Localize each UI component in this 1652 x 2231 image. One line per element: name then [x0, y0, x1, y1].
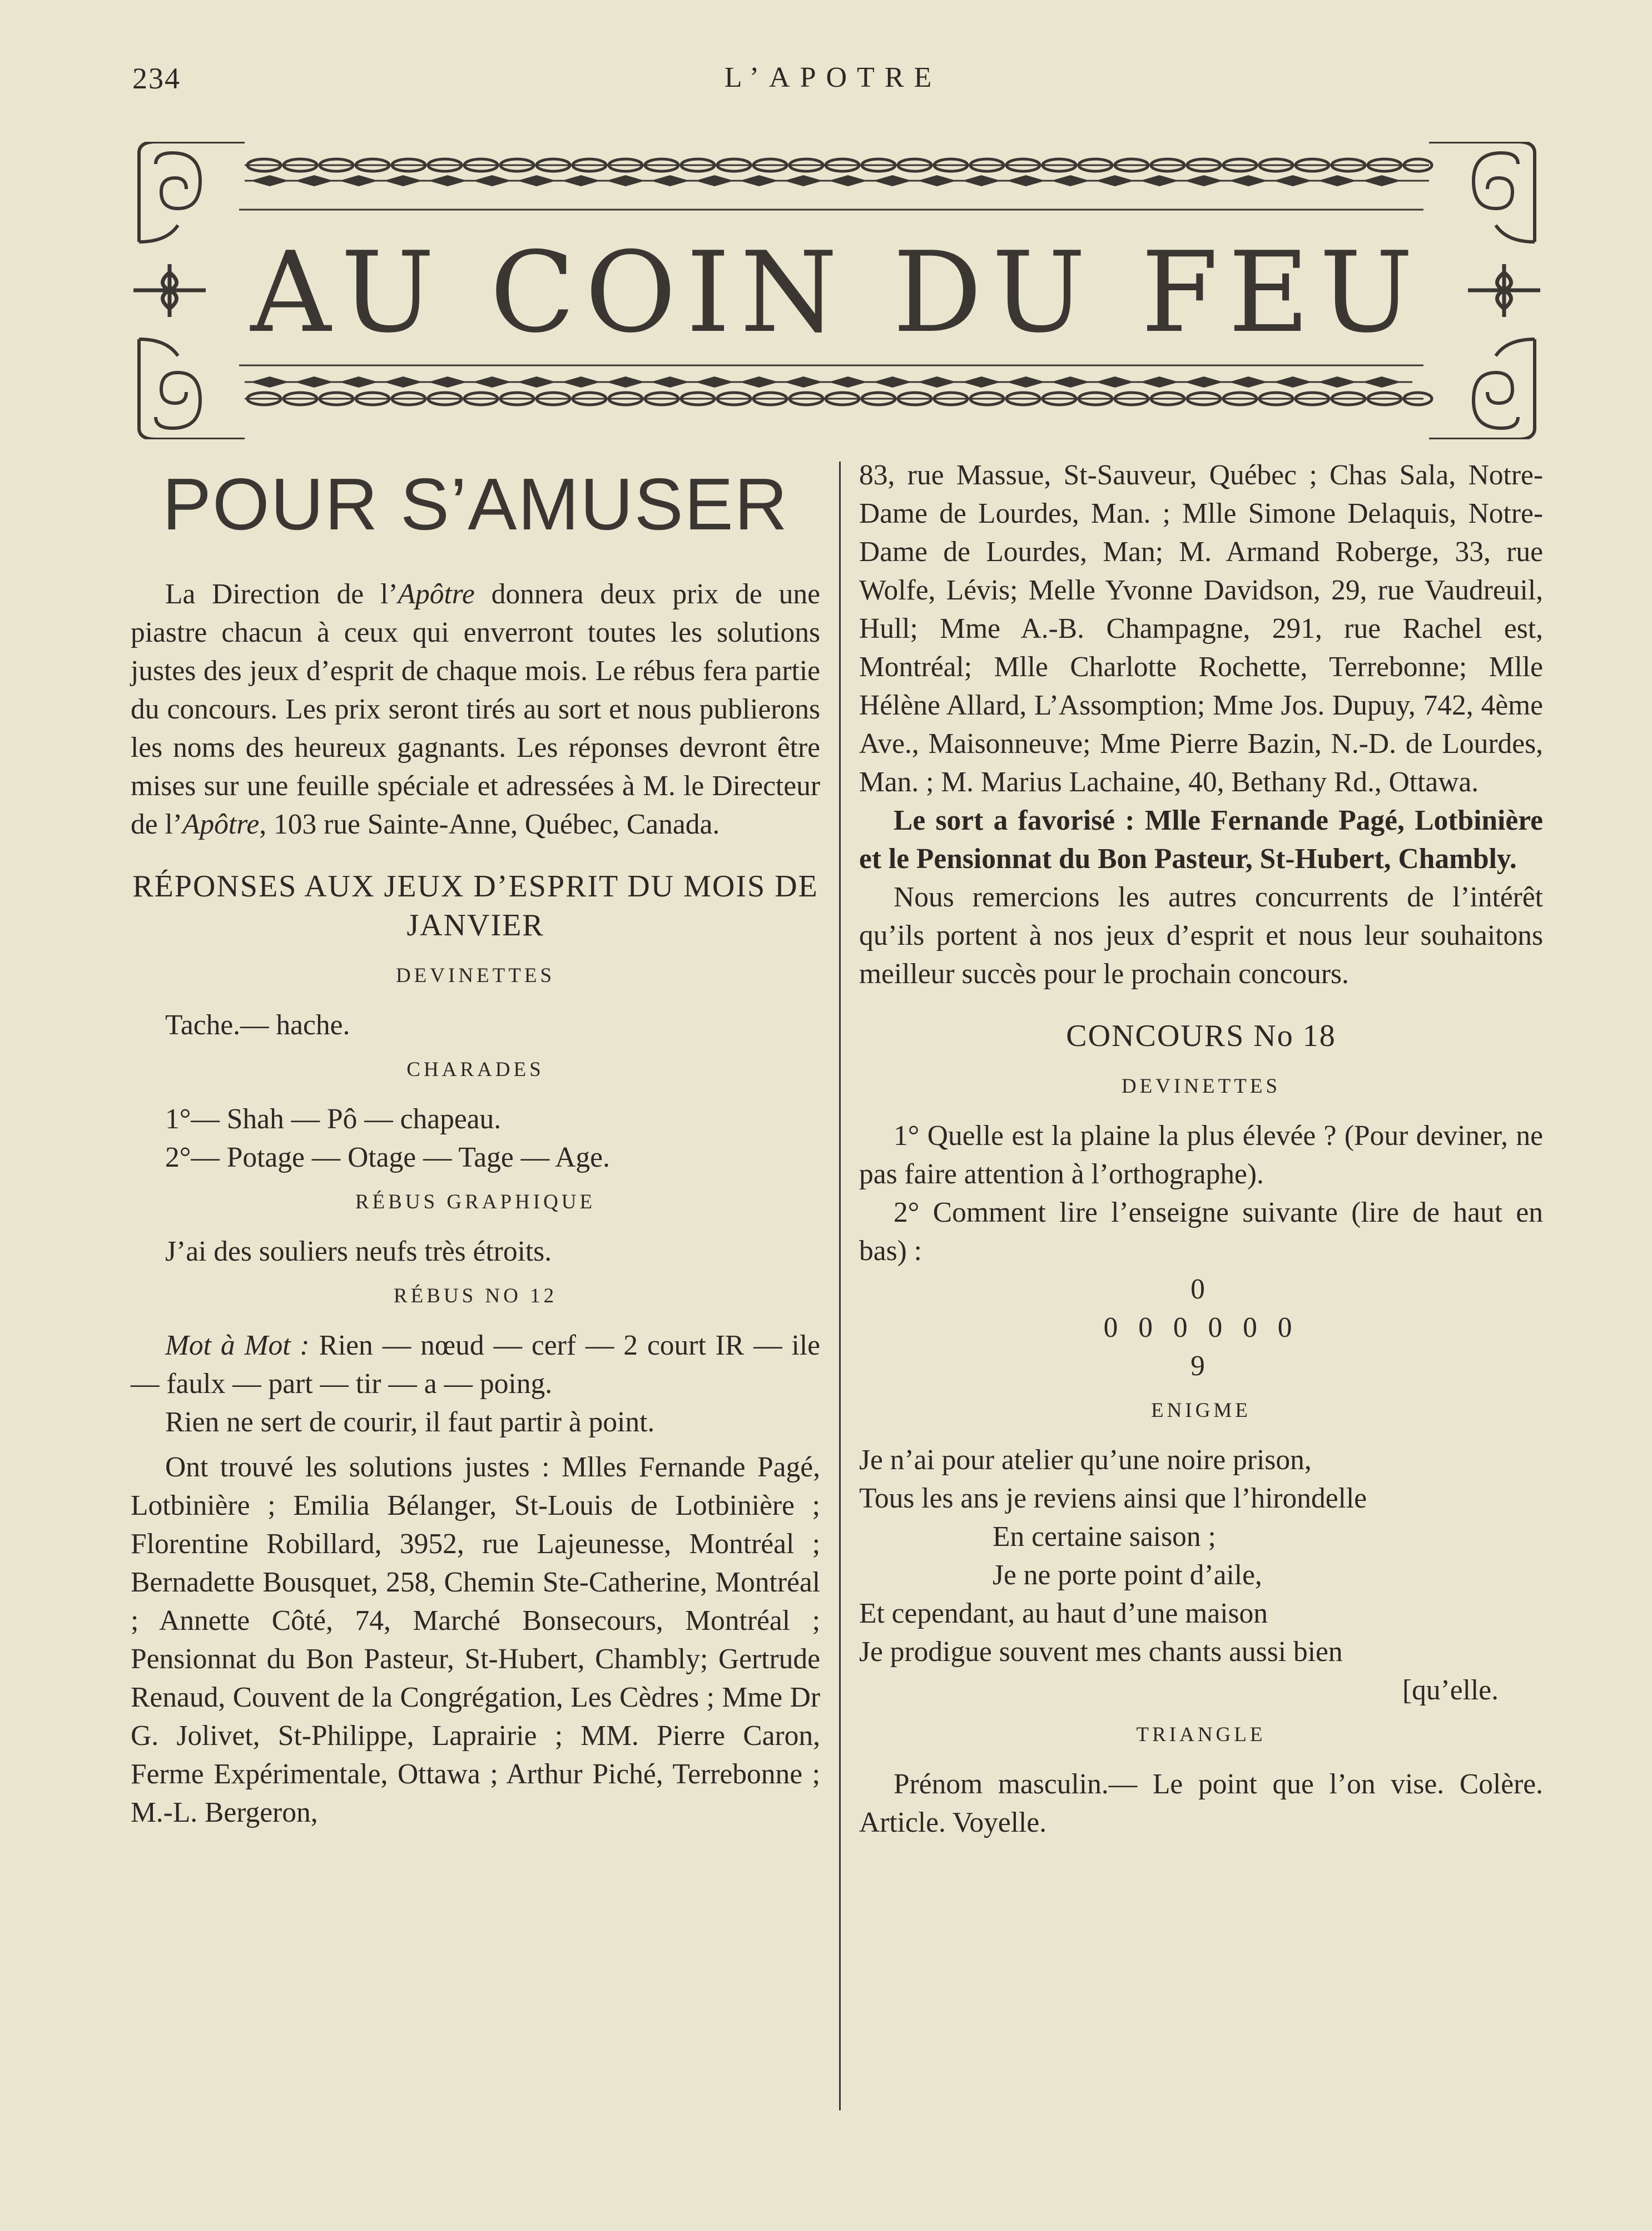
poem-line: [qu’elle. — [1402, 1674, 1499, 1706]
left-column — [131, 456, 820, 1832]
sign-line-1: 0 — [1190, 1273, 1212, 1305]
sign-line-3: 9 — [1190, 1350, 1212, 1382]
page-header — [132, 61, 1534, 106]
poem-line: Je n’ai pour atelier qu’une noire prison, — [859, 1444, 1312, 1476]
mot-a-mot: Mot à Mot : Rien — nœud — cerf — 2 court IR — ile — faulx — part — tir — a — poing. — [131, 1330, 820, 1400]
devinettes-label: DEVINETTES — [395, 964, 555, 987]
rebus-12-solution: Rien ne sert de courir, il faut partir à point. — [165, 1406, 655, 1438]
thanks-paragraph: Nous remercions les autres concurrents de l’intérêt qu’ils portent à nos jeux d’esprit et nous leur souhaitons meilleur succès pour le prochain concours. — [859, 881, 1543, 990]
devinettes-answer: Tache.— hache. — [165, 1009, 350, 1041]
rebus-12-label: RÉBUS NO 12 — [393, 1285, 558, 1307]
winners-list-continued: 83, rue Massue, St-Sauveur, Québec ; Chas Sala, Notre-Dame de Lourdes, Man. ; Mlle Simone Delaquis, Notre-Dame de Lourdes, Man; M. Armand Roberge, 33, rue Wolfe, Lévis; Melle Yvonne Davidson, 29, rue Vaudreuil, Hull; Mme A.-B. Champagne, 291, rue Rachel est, Montréal; Mlle Charlotte Rochette, Terrebonne; Mlle Hélène Allard, L’Assomption; Mme Jos. Dupuy, 742, 4ème Ave., Maisonneuve; Mme Pierre Bazin, N.-D. de Lourdes, Man. ; M. Marius Lachaine, 40, Bethany Rd., Ottawa. — [859, 459, 1543, 798]
answers-heading: RÉPONSES AUX JEUX D’ESPRIT DU MOIS DE JANVIER — [132, 869, 818, 943]
winners-list: Ont trouvé les solutions justes : Mlles Fernande Pagé, Lotbinière ; Emilia Bélanger, St-Louis de Lotbinière ; Florentine Robillard, 3952, rue Lajeunesse, Montréal ; Bernadette Bousquet, 258, Chemin Ste-Catherine, Montréal ; Annette Côté, 74, Marché Bonsecours, Montréal ; Pensionnat du Bon Pasteur, St-Hubert, Chambly; Gertrude Renaud, Couvent de la Congrégation, Les Cèdres ; Mme Dr G. Jolivet, St-Philippe, Laprairie ; MM. Pierre Caron, Ferme Expérimentale, Ottawa ; Arthur Piché, Terrebonne ; M.-L. Bergeron, — [131, 1451, 820, 1828]
contest-heading: CONCOURS No 18 — [1066, 1019, 1336, 1053]
charade-2: 2°— Potage — Otage — Tage — Age. — [165, 1142, 610, 1173]
column-divider — [839, 462, 841, 2110]
devinettes-label-contest: DEVINETTES — [1121, 1075, 1281, 1098]
triangle-label: TRIANGLE — [1136, 1723, 1266, 1746]
charade-1: 1°— Shah — Pô — chapeau. — [165, 1103, 502, 1135]
charades-label: CHARADES — [406, 1058, 544, 1081]
poem-line: Je prodigue souvent mes chants aussi bien — [859, 1636, 1343, 1668]
article-title: POUR S’AMUSER — [162, 463, 789, 545]
page-number: 234 — [132, 62, 181, 95]
triangle-clue: Prénom masculin.— Le point que l’on vise. Colère. Article. Voyelle. — [859, 1768, 1543, 1838]
lucky-winners: Le sort a favorisé : Mlle Fernande Pagé, Lotbinière et le Pensionnat du Bon Pasteur, St-Hubert, Chambly. — [859, 805, 1543, 875]
sign-line-2: 0 0 0 0 0 0 — [1103, 1312, 1299, 1343]
running-title: L’APOTRE — [724, 62, 942, 93]
riddle-1: 1° Quelle est la plaine la plus élevée ? (Pour deviner, ne pas faire attention à l’orthographe). — [859, 1120, 1543, 1190]
rebus-graphique-label: RÉBUS GRAPHIQUE — [355, 1191, 596, 1213]
riddle-2: 2° Comment lire l’enseigne suivante (lire de haut en bas) : — [859, 1197, 1543, 1267]
poem-line: Je ne porte point d’aile, — [993, 1559, 1262, 1591]
poem-line: Et cependant, au haut d’une maison — [859, 1598, 1268, 1629]
intro-paragraph: La Direction de l’Apôtre donnera deux prix de une piastre chacun à ceux qui enverront toutes les solutions justes des jeux d’esprit de chaque mois. Le rébus fera partie du concours. Les prix seront tirés au sort et nous publierons les noms des heureux gagnants. Les réponses devront être mises sur une feuille spéciale et adressées à M. le Directeur de l’Apôtre, 103 rue Sainte-Anne, Québec, Canada. — [131, 578, 820, 840]
enigme-label: ENIGME — [1151, 1399, 1251, 1422]
enigme-poem — [859, 1441, 1543, 1709]
rebus-graphique-answer: J’ai des souliers neufs très étroits. — [165, 1236, 552, 1267]
right-column — [859, 456, 1543, 1842]
title-banner — [133, 142, 1540, 439]
poem-line: En certaine saison ; — [993, 1521, 1216, 1553]
section-title: AU COIN DU FEU — [250, 228, 1423, 358]
poem-line: Tous les ans je reviens ainsi que l’hirondelle — [859, 1483, 1367, 1514]
